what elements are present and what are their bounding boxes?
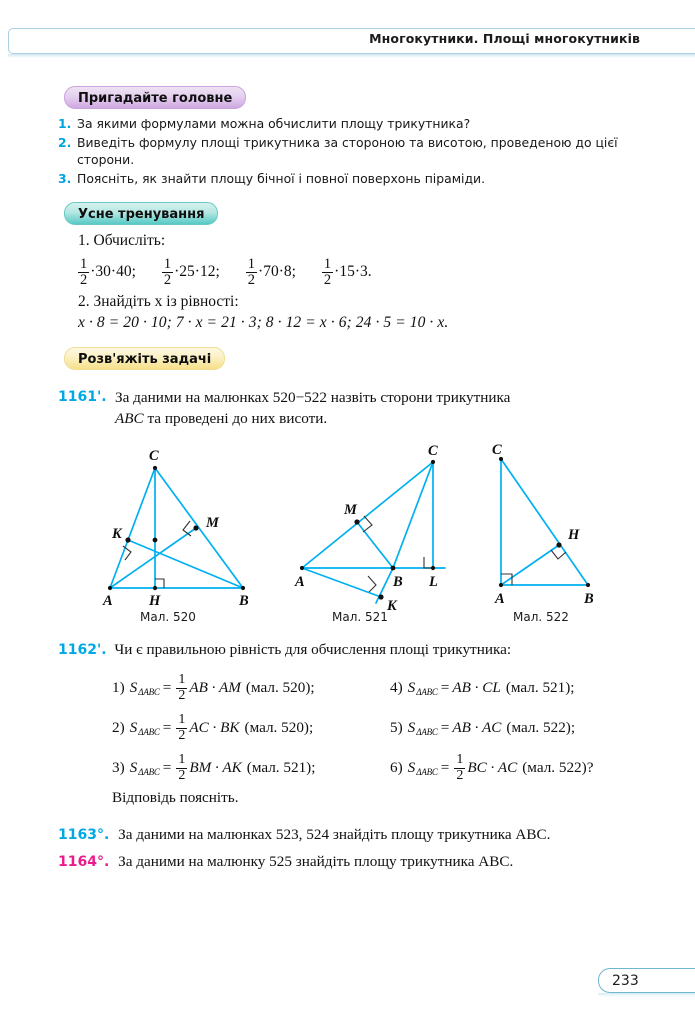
formula-expression: AB · CL: [452, 679, 501, 696]
oral-equations: x · 8 = 20 · 10; 7 · x = 21 · 3; 8 · 12 = x · 6; 24 · 5 = 10 · x.: [78, 314, 449, 331]
right-angle-mark-K: [368, 576, 376, 592]
fraction-numerator: 1: [323, 255, 332, 272]
problem-1163: [58, 826, 676, 844]
formula-equals: =: [440, 759, 450, 776]
problem-number: 1162'.: [58, 642, 107, 658]
fraction-denominator: 2: [178, 767, 186, 783]
formula-subscript: ΔABC: [416, 687, 438, 697]
problem-1161: [58, 388, 676, 429]
list-item: [58, 115, 673, 133]
list-item-number: 3.: [58, 170, 72, 186]
formula-equals: =: [162, 719, 172, 736]
fraction-denominator: 2: [247, 271, 256, 288]
fraction-numerator: 1: [80, 255, 88, 272]
formula-item: [112, 708, 390, 748]
fraction: [322, 257, 333, 288]
problem-1162: [58, 641, 676, 659]
fraction-expression: [322, 257, 372, 288]
altitude-AK: [302, 568, 381, 597]
fraction-expr-tail: ·25·12: [174, 263, 216, 280]
fraction-denominator: 2: [163, 271, 172, 288]
figure-521: [280, 442, 490, 617]
label-H: H: [568, 527, 580, 543]
right-angle-mark-L: [424, 557, 433, 568]
oral-task1-label: 1. Обчисліть:: [78, 232, 166, 249]
fraction: [246, 257, 257, 288]
triangle-label-abc: ABC: [115, 410, 144, 427]
label-A: A: [295, 574, 305, 590]
altitude-AM: [110, 528, 196, 588]
formula-subscript: ΔABC: [138, 727, 160, 737]
list-item-number: 1.: [58, 116, 72, 131]
header-shadow: [8, 54, 695, 58]
formula-item: [112, 668, 390, 708]
figure-caption-520: Мал. 520: [140, 610, 196, 624]
fraction: [162, 257, 173, 288]
list-item-text: За якими формулами можна обчислити площу трикутника?: [77, 116, 471, 131]
fraction-separator: ;: [131, 263, 136, 280]
formula-expression: AB · AM: [189, 679, 241, 696]
formula-item: [112, 748, 390, 788]
problem-number: 1164°.: [58, 854, 110, 870]
page-number: 233: [612, 973, 639, 989]
fraction-expression: [78, 257, 136, 288]
segment-CB: [501, 459, 588, 585]
formula-subscript: ΔABC: [138, 767, 160, 777]
page-number-shadow: [598, 993, 695, 997]
fraction-denominator: 2: [456, 767, 464, 783]
oral-task2-label: 2. Знайдіть x із рівності:: [78, 293, 239, 310]
label-B: B: [584, 591, 594, 607]
fraction-expression: [162, 257, 220, 288]
label-C: C: [492, 442, 502, 458]
fraction: [78, 257, 89, 288]
problem-number: 1163°.: [58, 827, 110, 843]
fraction-numerator: 1: [178, 712, 186, 728]
formula-symbol-S: S: [407, 759, 416, 776]
formula-expression: BC · AC: [467, 759, 518, 776]
problem-text-line1: За даними на малюнках 520−522 назвіть сторони трикутника: [115, 389, 511, 406]
problem-text: За даними на малюнку 525 знайдіть площу трикутника ABC.: [118, 853, 514, 870]
formula-figure-ref: (мал. 520);: [244, 719, 314, 736]
formula-symbol-S: S: [129, 719, 138, 736]
fraction-numerator: 1: [178, 672, 186, 688]
section-badge-oral-training: Усне тренування: [64, 202, 218, 225]
formula-expression: AC · BK: [189, 719, 240, 736]
fraction-expression-row: [78, 253, 678, 291]
label-A: A: [495, 591, 505, 607]
figure-caption-522: Мал. 522: [513, 610, 569, 624]
formula-expression: BM · AK: [189, 759, 242, 776]
formula-index: 2): [112, 719, 125, 736]
formula-equals: =: [162, 759, 172, 776]
fraction-numerator: 1: [178, 752, 186, 768]
formula-figure-ref: (мал. 520);: [245, 679, 315, 696]
label-H: H: [149, 593, 161, 609]
problem-1164: [58, 853, 676, 871]
formula-item: [390, 668, 677, 708]
answer-explain-line: Відповідь поясніть.: [112, 789, 239, 806]
label-M: M: [206, 515, 219, 531]
list-item-text: Виведіть формулу площі трикутника за стороною та висотою, проведеною до цієї сторони.: [77, 134, 618, 167]
fraction-separator: ;: [215, 263, 220, 280]
formula-index: 6): [390, 759, 403, 776]
fraction-expr-tail: ·70·8: [258, 263, 292, 280]
formula-symbol-S: S: [407, 679, 416, 696]
label-M: M: [344, 502, 357, 518]
problem-text-line2: [115, 408, 676, 429]
section-badge-solve-problems: Розв'яжіть задачі: [64, 347, 225, 370]
formula-equals: =: [440, 719, 450, 736]
formula-symbol-S: S: [129, 679, 138, 696]
formula-figure-ref: (мал. 522)?: [522, 759, 594, 776]
problem-text-line2-rest: та проведені до них висоти.: [143, 410, 328, 427]
list-item: [58, 170, 673, 188]
formula-item: [390, 708, 677, 748]
fraction-expr-tail: ·15·3: [334, 263, 368, 280]
label-C: C: [149, 448, 159, 464]
page-header-title: Многокутники. Площі многокутників: [369, 31, 640, 46]
label-B: B: [393, 574, 403, 590]
vertex-dots: [300, 460, 435, 600]
altitude-AH: [501, 545, 559, 585]
section-badge-recall: Пригадайте головне: [64, 86, 246, 109]
recall-list: [58, 115, 673, 188]
fraction-expr-tail: ·30·40: [90, 263, 132, 280]
list-item-text: Поясніть, як знайти площу бічної і повної поверхонь піраміди.: [77, 170, 486, 186]
fraction-separator: ;: [291, 263, 296, 280]
label-K: K: [112, 526, 122, 542]
oral-training-section: [78, 232, 678, 332]
fraction-numerator: 1: [456, 752, 464, 768]
label-A: A: [103, 593, 113, 609]
formula-figure-ref: (мал. 521);: [505, 679, 575, 696]
list-item: [58, 134, 673, 169]
formula-equals: =: [162, 679, 172, 696]
fraction-numerator: 1: [163, 255, 172, 272]
label-C: C: [428, 443, 438, 459]
problem-text: За даними на малюнках 523, 524 знайдіть площу трикутника ABC.: [118, 826, 551, 843]
fraction-expression: [246, 257, 296, 288]
fraction-denominator: 2: [178, 687, 186, 703]
problem-number: 1161'.: [58, 389, 107, 405]
fraction-one-half: [176, 753, 187, 783]
label-B: B: [239, 593, 249, 609]
formula-subscript: ΔABC: [138, 687, 160, 697]
label-L: L: [429, 574, 438, 590]
fraction-denominator: 2: [323, 271, 332, 288]
fraction-one-half: [176, 673, 187, 703]
formula-symbol-S: S: [407, 719, 416, 736]
formula-equals: =: [440, 679, 450, 696]
figures-row: [0, 432, 695, 622]
formula-index: 3): [112, 759, 125, 776]
formula-index: 4): [390, 679, 403, 696]
formula-index: 1): [112, 679, 125, 696]
formula-symbol-S: S: [129, 759, 138, 776]
fraction-denominator: 2: [80, 271, 88, 288]
figure-520: [55, 442, 285, 617]
fraction-one-half: [176, 713, 187, 743]
altitude-BM: [357, 522, 393, 568]
problem-text: Чи є правильною рівність для обчислення площі трикутника:: [114, 641, 512, 658]
formula-figure-ref: (мал. 522);: [506, 719, 576, 736]
fraction-numerator: 1: [247, 255, 256, 272]
formula-subscript: ΔABC: [416, 767, 438, 777]
figure-caption-521: Мал. 521: [332, 610, 388, 624]
fraction-one-half: [454, 753, 465, 783]
formula-figure-ref: (мал. 521);: [246, 759, 316, 776]
formula-index: 5): [390, 719, 403, 736]
list-item-number: 2.: [58, 134, 72, 150]
formula-subscript: ΔABC: [416, 727, 438, 737]
figure-522: [470, 442, 650, 617]
fraction-separator: .: [367, 263, 372, 280]
formula-expression: AB · AC: [452, 719, 502, 736]
label-K: K: [387, 598, 397, 614]
formula-item: [390, 748, 677, 788]
vertex-dots: [108, 466, 245, 590]
formula-grid: [112, 668, 677, 788]
fraction-denominator: 2: [178, 727, 186, 743]
